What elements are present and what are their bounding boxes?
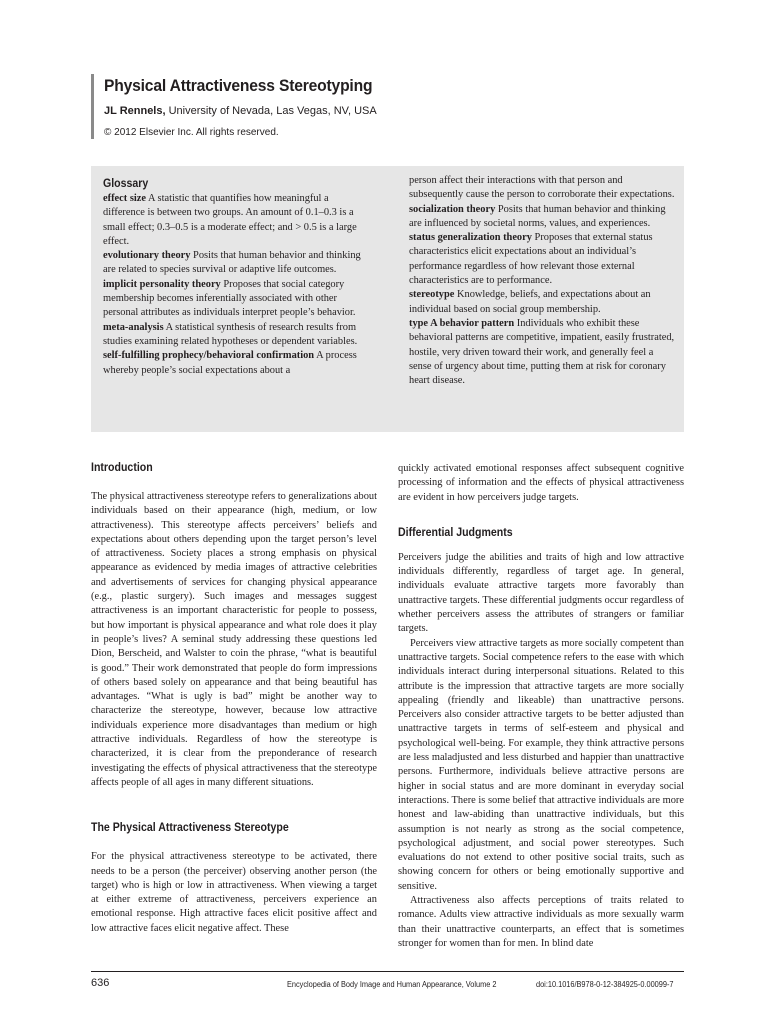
glossary-definition: A statistical synthesis of research results from studies examining related hypotheses or dependent variables. <box>103 321 358 347</box>
glossary-term: type A behavior pattern <box>409 317 515 329</box>
glossary-entry <box>409 203 677 232</box>
glossary-left-column <box>103 174 371 378</box>
introduction-paragraph: The physical attractiveness stereotype refers to generalizations about individuals based on their appearance (high, medium, or low attractiveness). This stereotype affects perceivers’ beliefs and expectations about others depending upon the target person’s level of attractiveness. Society places a strong emphasis on physical appearance as evidenced by media images of attractive celebrities and advertisements of services for changing physical appearance (e.g., plastic surgery). Such images and messages suggest attractiveness is an important characteristic for people to possess, but how important is physical appearance and what role does it play in people’s lives? A seminal study addressing these questions led Dion, Berscheid, and Walster to coin the phrase, “what is beautiful is good.” Their work demonstrated that people do form impressions of others based solely on appearance and that being beautiful has advantages. “What is ugly is bad” might be another way to characterize the stereotype, however, because low attractive individuals experience more disadvantages than medium or high attractive individuals. Regardless of how the stereotype is characterized, it is clear from the preponderance of research investigating the effects of physical attractiveness that the stereotype affects people of all ages in many different situations. <box>91 491 377 788</box>
glossary-entry <box>103 278 371 321</box>
glossary-entry <box>409 288 677 317</box>
glossary-definition: Posits that human behavior and thinking are influenced by societal norms, values, and experiences. <box>409 203 666 229</box>
glossary-entry <box>103 321 371 350</box>
glossary-entry <box>409 317 677 388</box>
glossary-entry <box>103 249 371 278</box>
article-title: Physical Attractiveness Stereotyping <box>104 76 373 95</box>
footer-divider <box>91 971 684 972</box>
glossary-right-column <box>409 174 677 388</box>
glossary-entry <box>103 349 371 378</box>
glossary-term: meta-analysis <box>103 321 164 333</box>
body-right-column <box>398 462 684 951</box>
section-heading-differential-judgments: Differential Judgments <box>398 526 513 539</box>
glossary-continuation: person affect their interactions with that person and subsequently cause the person to corroborate their expectations. <box>409 175 675 201</box>
glossary-entry <box>103 192 371 249</box>
glossary-definition: A statistic that quantifies how meaningful a difference is between two groups. An amount of 0.1–0.3 is a small effect; 0.3–0.5 is a moderate effect; and > 0.5 is a large effect. <box>103 193 357 247</box>
copyright-notice: © 2012 Elsevier Inc. All rights reserved. <box>104 127 279 138</box>
glossary-entry <box>409 231 677 288</box>
glossary-term: evolutionary theory <box>103 250 191 262</box>
author-name: JL Rennels, <box>104 105 166 117</box>
doi-link: doi:10.1016/B978-0-12-384925-0.00099-7 <box>536 980 674 989</box>
glossary-term: effect size <box>103 193 146 204</box>
continuation-paragraph: quickly activated emotional responses affect subsequent cognitive processing of information and the effects of physical attractiveness are evident in how perceivers judge targets. <box>398 463 684 503</box>
glossary-definition: Individuals who exhibit these behavioral patterns are competitive, impatient, easily frustrated, hostile, very driven toward their work, and generally feel a sense of urgency about time, putting them at risk for coronary heart disease. <box>409 317 675 387</box>
body-left-column <box>91 460 377 936</box>
section-heading-introduction: Introduction <box>91 462 153 474</box>
differential-judgments-paragraph-1: Perceivers judge the abilities and traits of high and low attractive individuals differently, regardless of target age. In general, individuals evaluate attractive targets more favorably than unattractive targets. These differential judgments occur regardless of whether perceivers assess the attributes of strangers or familiar targets. <box>398 551 684 635</box>
author-line <box>104 104 691 118</box>
glossary-title: Glossary <box>103 178 149 190</box>
glossary-term: socialization theory <box>409 203 496 215</box>
section-heading-stereotype: The Physical Attractiveness Stereotype <box>91 822 289 835</box>
glossary-definition: Proposes that external status characteristics elicit expectations about an individual’s performance regardless of how relevant those external characteristics are to performance. <box>409 232 653 287</box>
glossary-definition: Posits that human behavior and thinking are related to species survival or adaptive life outcomes. <box>103 250 361 276</box>
journal-citation: Encyclopedia of Body Image and Human Appearance, Volume 2 <box>287 980 497 989</box>
stereotype-paragraph: For the physical attractiveness stereotype to be activated, there needs to be a person (the perceiver) observing another person (the target) who is high or low in attractiveness. When viewing a target at either extreme of attractiveness, perceivers experience an emotional response. High attractive faces elicit positive affect and low attractive faces elicit negative affect. These <box>91 851 377 934</box>
glossary-box <box>91 166 684 432</box>
glossary-definition: A process whereby people’s social expectations about a <box>103 350 357 376</box>
glossary-definition: Knowledge, beliefs, and expectations about an individual based on social group membership. <box>409 289 651 315</box>
article-header <box>91 74 691 139</box>
differential-judgments-paragraph-3: Attractiveness also affects perceptions of traits related to romance. Adults view attractive individuals as more sexually warm than their unattractive counterparts, an effect that is sometimes stronger for women than for men. In blind date <box>398 895 684 949</box>
author-affiliation: University of Nevada, Las Vegas, NV, USA <box>165 105 377 117</box>
glossary-term: status generalization theory <box>409 232 532 244</box>
page-number: 636 <box>91 977 110 989</box>
glossary-term: self-fulfilling prophecy/behavioral confirmation <box>103 350 315 362</box>
differential-judgments-paragraph-2: Perceivers view attractive targets as more socially competent than unattractive targets. Social competence refers to the ease with which individuals interact during interpersonal situations. Related to this attribute is the impression that attractive targets are more socially appealing (friendly and likeable) than unattractive persons. Perceivers also consider attractive targets to be better adjusted than unattractive targets in terms of self-esteem and physical and psychological well-being. For example, they think attractive persons are less maladjusted and less disturbed and happier than unattractive persons. Furthermore, individuals believe attractive persons are higher in social status and are more dominant in everyday social interactions. There is some belief that attractive individuals are more honest and law-abiding than unattractive individuals, but this assumption is not nearly as strong as the social competence, psychological adjustment, and social power stereotypes. Such evaluations do not extend to other positive social traits, such as showing concern for others or being emotionally supportive and sensitive. <box>398 637 684 892</box>
glossary-term: implicit personality theory <box>103 278 221 290</box>
glossary-definition: Proposes that social category membership becomes inferentially associated with other personal attributes as individuals interpret people’s behavior. <box>103 278 356 319</box>
glossary-term: stereotype <box>409 289 455 301</box>
